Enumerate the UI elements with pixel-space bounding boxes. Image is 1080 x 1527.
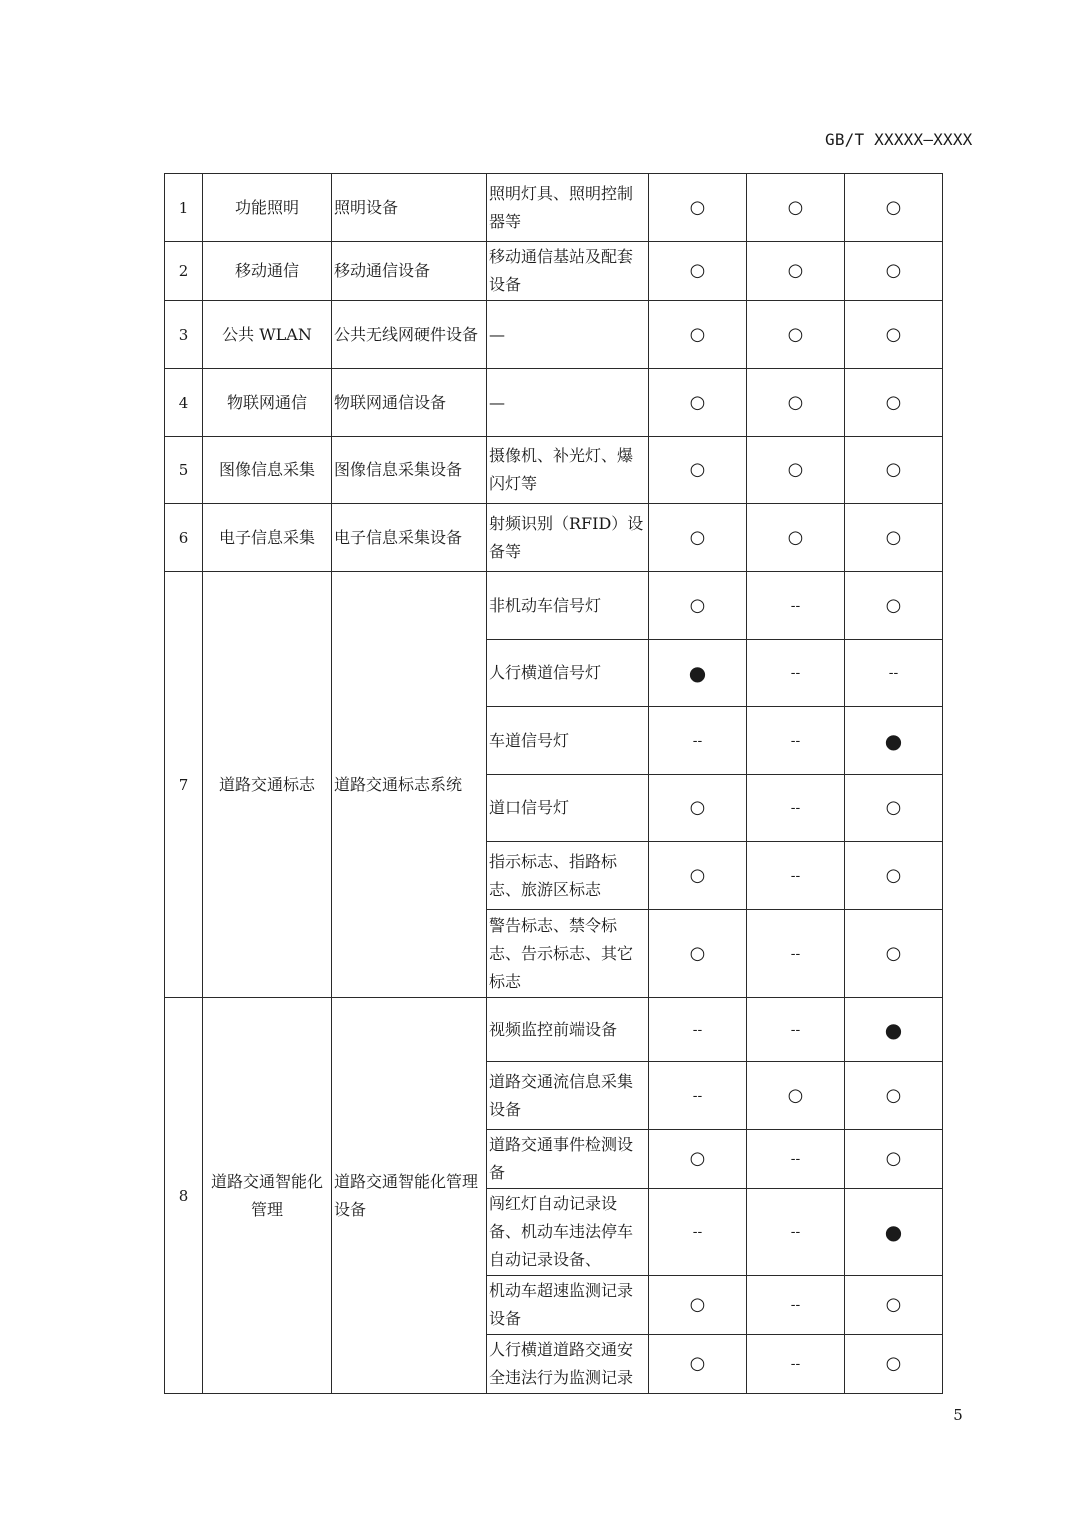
row-number: 3 [165, 301, 203, 369]
mark-col-2: -- [747, 1335, 845, 1394]
mark-col-3: ○ [845, 1335, 943, 1394]
table-row [165, 174, 943, 242]
mark-col-2: -- [747, 775, 845, 842]
mark-col-3: ○ [845, 910, 943, 998]
item-name: 道路交通智能化管理 [203, 998, 332, 1394]
mark-col-1: -- [649, 998, 747, 1062]
mark-col-2: -- [747, 1189, 845, 1276]
equipment-category: 物联网通信设备 [332, 369, 487, 437]
equipment-category: 电子信息采集设备 [332, 504, 487, 572]
mark-col-2: ○ [747, 1062, 845, 1130]
mark-col-3: ○ [845, 1130, 943, 1189]
equipment-description: 指示标志、指路标志、旅游区标志 [487, 842, 649, 910]
mark-col-3: ● [845, 707, 943, 775]
mark-col-3: ○ [845, 504, 943, 572]
item-name: 电子信息采集 [203, 504, 332, 572]
mark-col-2: -- [747, 1276, 845, 1335]
mark-col-3: ○ [845, 1062, 943, 1130]
row-number: 1 [165, 174, 203, 242]
equipment-table [164, 173, 943, 1394]
mark-col-2: ○ [747, 301, 845, 369]
equipment-category: 照明设备 [332, 174, 487, 242]
mark-col-2: ○ [747, 242, 845, 301]
mark-col-2: ○ [747, 437, 845, 504]
mark-col-3: ○ [845, 301, 943, 369]
mark-col-1: ○ [649, 369, 747, 437]
page-number: 5 [953, 1406, 963, 1424]
mark-col-3: ○ [845, 775, 943, 842]
table-row [165, 437, 943, 504]
equipment-description: 机动车超速监测记录设备 [487, 1276, 649, 1335]
mark-col-3: -- [845, 640, 943, 707]
mark-col-1: ○ [649, 775, 747, 842]
mark-col-2: -- [747, 1130, 845, 1189]
standard-code: GB/T XXXXX—XXXX [825, 130, 973, 149]
equipment-description: 移动通信基站及配套设备 [487, 242, 649, 301]
equipment-description: 道路交通事件检测设备 [487, 1130, 649, 1189]
table-row [165, 504, 943, 572]
mark-col-1: ○ [649, 842, 747, 910]
mark-col-3: ○ [845, 437, 943, 504]
equipment-description: 道口信号灯 [487, 775, 649, 842]
equipment-description: 警告标志、禁令标志、告示标志、其它标志 [487, 910, 649, 998]
row-number: 6 [165, 504, 203, 572]
mark-col-2: -- [747, 640, 845, 707]
row-number: 2 [165, 242, 203, 301]
mark-col-2: ○ [747, 369, 845, 437]
equipment-description: 摄像机、补光灯、爆闪灯等 [487, 437, 649, 504]
mark-col-2: -- [747, 707, 845, 775]
equipment-description: 道路交通流信息采集设备 [487, 1062, 649, 1130]
equipment-description: — [487, 301, 649, 369]
table-row [165, 242, 943, 301]
equipment-description: — [487, 369, 649, 437]
row-number: 8 [165, 998, 203, 1394]
row-number: 7 [165, 572, 203, 998]
mark-col-1: ○ [649, 1276, 747, 1335]
mark-col-1: ○ [649, 572, 747, 640]
item-name: 公共 WLAN [203, 301, 332, 369]
equipment-category: 图像信息采集设备 [332, 437, 487, 504]
item-name: 移动通信 [203, 242, 332, 301]
equipment-description: 非机动车信号灯 [487, 572, 649, 640]
item-name: 道路交通标志 [203, 572, 332, 998]
equipment-description: 车道信号灯 [487, 707, 649, 775]
mark-col-1: ○ [649, 1335, 747, 1394]
mark-col-3: ○ [845, 174, 943, 242]
table-row [165, 998, 943, 1062]
mark-col-1: ● [649, 640, 747, 707]
mark-col-3: ○ [845, 1276, 943, 1335]
mark-col-3: ○ [845, 572, 943, 640]
row-number: 5 [165, 437, 203, 504]
mark-col-1: ○ [649, 242, 747, 301]
mark-col-3: ○ [845, 369, 943, 437]
equipment-category: 移动通信设备 [332, 242, 487, 301]
equipment-category: 道路交通智能化管理设备 [332, 998, 487, 1394]
mark-col-1: ○ [649, 301, 747, 369]
mark-col-3: ○ [845, 842, 943, 910]
equipment-category: 公共无线网硬件设备 [332, 301, 487, 369]
mark-col-1: ○ [649, 174, 747, 242]
equipment-description: 射频识别（RFID）设备等 [487, 504, 649, 572]
mark-col-1: -- [649, 1062, 747, 1130]
item-name: 图像信息采集 [203, 437, 332, 504]
mark-col-3: ● [845, 1189, 943, 1276]
mark-col-2: ○ [747, 174, 845, 242]
mark-col-2: -- [747, 572, 845, 640]
equipment-description: 人行横道道路交通安全违法行为监测记录 [487, 1335, 649, 1394]
table-row [165, 301, 943, 369]
mark-col-2: -- [747, 998, 845, 1062]
equipment-category: 道路交通标志系统 [332, 572, 487, 998]
mark-col-1: ○ [649, 504, 747, 572]
mark-col-3: ○ [845, 242, 943, 301]
mark-col-1: ○ [649, 1130, 747, 1189]
item-name: 功能照明 [203, 174, 332, 242]
equipment-description: 闯红灯自动记录设备、机动车违法停车自动记录设备、 [487, 1189, 649, 1276]
equipment-description: 人行横道信号灯 [487, 640, 649, 707]
mark-col-1: ○ [649, 910, 747, 998]
equipment-description: 视频监控前端设备 [487, 998, 649, 1062]
mark-col-1: -- [649, 707, 747, 775]
table-row [165, 369, 943, 437]
row-number: 4 [165, 369, 203, 437]
mark-col-2: ○ [747, 504, 845, 572]
mark-col-2: -- [747, 910, 845, 998]
mark-col-2: -- [747, 842, 845, 910]
item-name: 物联网通信 [203, 369, 332, 437]
mark-col-1: -- [649, 1189, 747, 1276]
mark-col-3: ● [845, 998, 943, 1062]
mark-col-1: ○ [649, 437, 747, 504]
table-row [165, 572, 943, 640]
equipment-description: 照明灯具、照明控制器等 [487, 174, 649, 242]
